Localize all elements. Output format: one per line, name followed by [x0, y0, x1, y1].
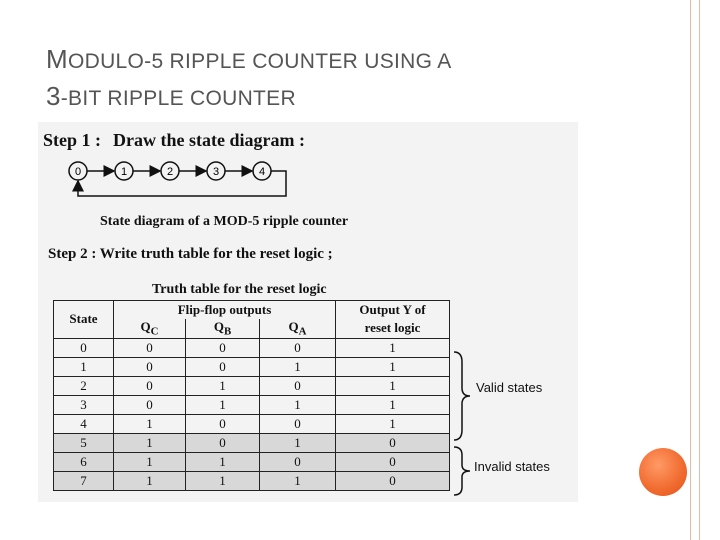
header-output-line1: Output Y of — [336, 301, 450, 320]
cell-qa: 0 — [260, 414, 336, 433]
cell-qb: 0 — [186, 414, 260, 433]
header-state: State — [54, 301, 114, 339]
cell-qb: 1 — [186, 471, 260, 490]
cell-qc: 0 — [114, 376, 186, 395]
cell-qb: 0 — [186, 338, 260, 357]
step1-label: Step 1 : — [43, 130, 101, 150]
cell-qc: 1 — [114, 433, 186, 452]
cell-qa: 0 — [260, 376, 336, 395]
cell-state: 1 — [54, 357, 114, 376]
header-qb-sub: B — [223, 325, 232, 338]
cell-qa: 0 — [260, 338, 336, 357]
state-node-2 — [161, 162, 179, 180]
scanned-figure — [38, 122, 578, 502]
invalid-states-label: Invalid states — [474, 459, 550, 474]
cell-qb: 0 — [186, 357, 260, 376]
cell-state: 6 — [54, 452, 114, 471]
cell-state: 7 — [54, 471, 114, 490]
state-diagram-caption: State diagram of a MOD-5 ripple counter — [100, 214, 349, 229]
state-node-0 — [69, 162, 87, 180]
cell-y: 1 — [336, 376, 450, 395]
header-qc — [114, 319, 186, 338]
state-node-3 — [207, 162, 225, 180]
cell-y: 0 — [336, 433, 450, 452]
cell-qb: 1 — [186, 376, 260, 395]
cell-qb: 1 — [186, 452, 260, 471]
title-cap-2: 3 — [46, 81, 61, 111]
cell-qb: 0 — [186, 433, 260, 452]
step2-heading: Step 2 : Write truth table for the reset logic ; — [48, 246, 333, 262]
valid-states-label: Valid states — [476, 380, 543, 395]
cell-qc: 1 — [114, 471, 186, 490]
table-row — [54, 471, 450, 490]
cell-qc: 0 — [114, 395, 186, 414]
header-qb — [186, 319, 260, 338]
state-transitions — [78, 171, 286, 196]
step1-heading — [43, 130, 305, 151]
header-flipflop-outputs: Flip-flop outputs — [114, 301, 336, 320]
cell-y: 1 — [336, 414, 450, 433]
truth-table — [53, 300, 450, 491]
svg-text:2: 2 — [166, 166, 174, 178]
cell-y: 0 — [336, 471, 450, 490]
svg-text:1: 1 — [120, 166, 128, 178]
cell-y: 0 — [336, 452, 450, 471]
table-row — [54, 395, 450, 414]
table-row — [54, 414, 450, 433]
header-qa-text: Q — [288, 319, 299, 334]
title-line-2 — [46, 79, 452, 116]
state-node-1 — [115, 162, 133, 180]
cell-y: 1 — [336, 395, 450, 414]
title-rest-2: -BIT RIPPLE COUNTER — [60, 87, 296, 110]
svg-text:4: 4 — [258, 166, 266, 178]
header-qc-sub: C — [150, 325, 159, 338]
state-node-4 — [253, 162, 271, 180]
truth-table-caption: Truth table for the reset logic — [152, 282, 327, 297]
valid-states-brace — [452, 350, 472, 442]
cell-qc: 1 — [114, 452, 186, 471]
header-qc-text: Q — [140, 319, 151, 334]
cell-qa: 1 — [260, 357, 336, 376]
step1-text: Draw the state diagram : — [113, 130, 305, 150]
header-qa — [260, 319, 336, 338]
title-cap-1: M — [46, 44, 68, 74]
cell-state: 4 — [54, 414, 114, 433]
slide-border-decoration — [690, 0, 700, 540]
table-row — [54, 338, 450, 357]
cell-qa: 1 — [260, 395, 336, 414]
cell-state: 3 — [54, 395, 114, 414]
cell-qc: 0 — [114, 357, 186, 376]
header-qb-text: Q — [213, 319, 224, 334]
svg-text:3: 3 — [212, 166, 220, 178]
table-row — [54, 452, 450, 471]
title-rest-1: ODULO-5 RIPPLE COUNTER USING A — [67, 50, 452, 73]
cell-qa: 1 — [260, 433, 336, 452]
invalid-states-brace — [452, 445, 472, 497]
cell-y: 1 — [336, 357, 450, 376]
cell-qb: 1 — [186, 395, 260, 414]
cell-state: 2 — [54, 376, 114, 395]
table-row — [54, 433, 450, 452]
table-row — [54, 376, 450, 395]
orange-orb-decoration — [639, 448, 687, 496]
cell-qa: 1 — [260, 471, 336, 490]
title-line-1 — [46, 42, 452, 79]
cell-qc: 1 — [114, 414, 186, 433]
svg-text:0: 0 — [74, 166, 82, 178]
cell-state: 5 — [54, 433, 114, 452]
table-row — [54, 357, 450, 376]
cell-qa: 0 — [260, 452, 336, 471]
header-output-line2: reset logic — [336, 319, 450, 338]
cell-qc: 0 — [114, 338, 186, 357]
slide-title — [46, 42, 452, 116]
header-qa-sub: A — [298, 325, 307, 338]
cell-state: 0 — [54, 338, 114, 357]
cell-y: 1 — [336, 338, 450, 357]
state-diagram — [58, 158, 328, 208]
